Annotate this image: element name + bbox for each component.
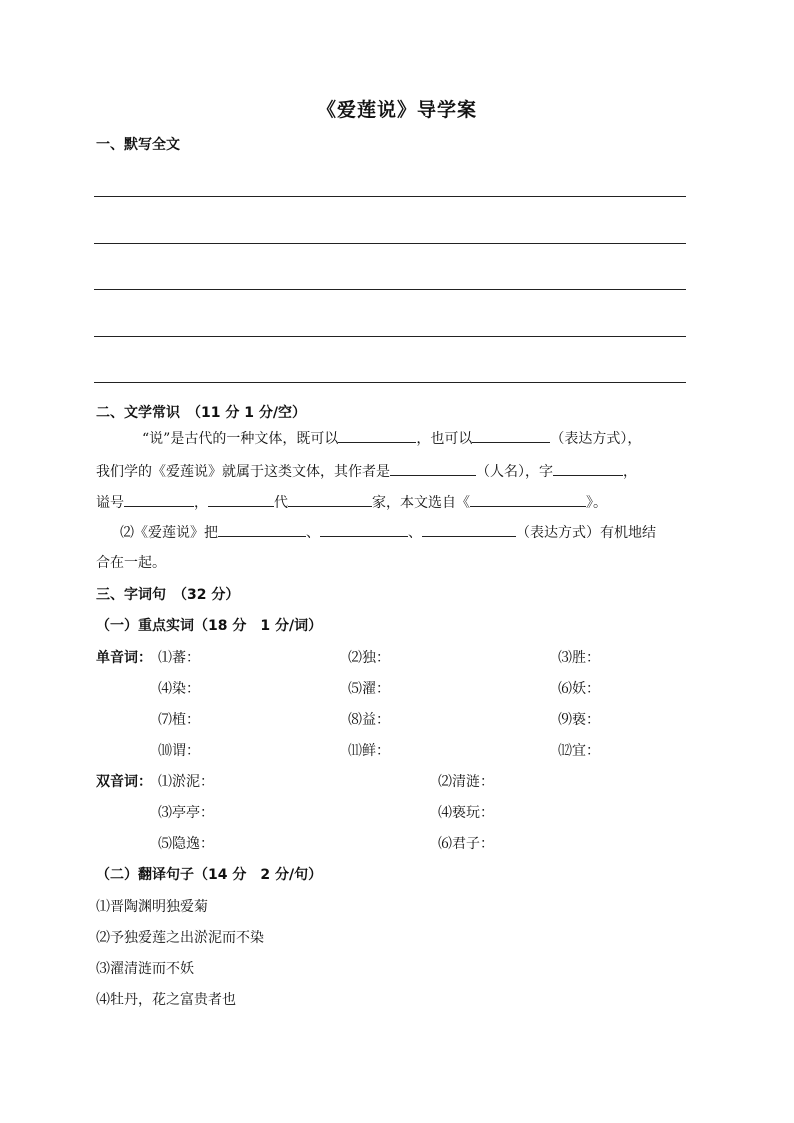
profession-blank[interactable] [288,492,372,507]
word-item: ⑹君子： [438,836,494,852]
page-title: 《爱莲说》导学案 [316,99,477,121]
writing-line[interactable] [94,196,686,197]
posthumous-name-blank[interactable] [124,492,194,507]
writing-line[interactable] [94,382,686,383]
literature-line-5: 合在一起。 [96,555,166,571]
section-heading-literature: 二、文学常识 （11 分 1 分/空） [96,405,306,421]
section-heading-recite: 一、默写全文 [96,137,180,153]
word-item: ⑽谓： [158,743,200,759]
courtesy-name-blank[interactable] [553,461,623,476]
word-item: ⑷染： [158,681,200,697]
literature-line-1: “说”是古代的一种文体，既可以 ，也可以 （表达方式）， [142,428,641,448]
word-item: ⑶胜： [558,650,600,666]
word-item: ⑿宜： [558,743,600,759]
word-item: ⑸濯： [348,681,390,697]
expression-blank[interactable] [320,522,408,537]
single-word-label: 单音词： [96,650,152,666]
subheading-translation: （二）翻译句子（14 分 2 分/句） [96,867,323,883]
subheading-key-words: （一）重点实词（18 分 1 分/词） [96,618,323,634]
answer-blank[interactable] [338,428,416,443]
word-item: ⑹妖： [558,681,600,697]
double-word-label: 双音词： [96,774,152,790]
word-item: ⑾鲜： [348,743,390,759]
word-item: ⑵独： [348,650,390,666]
word-item: ⑺植： [158,712,200,728]
writing-line[interactable] [94,289,686,290]
sentence-item: ⑷牡丹，花之富贵者也 [96,992,236,1008]
answer-blank[interactable] [472,428,550,443]
word-item: ⑸隐逸： [158,836,214,852]
expression-blank[interactable] [422,522,516,537]
word-item: ⑵清涟： [438,774,494,790]
word-item: ⑶亭亭： [158,805,214,821]
sentence-item: ⑶濯清涟而不妖 [96,961,194,977]
literature-line-4: ⑵《爱莲说》把 、 、 （表达方式）有机地结 [120,522,656,542]
author-blank[interactable] [390,461,476,476]
dynasty-blank[interactable] [208,492,274,507]
word-item: ⑻益： [348,712,390,728]
word-item: ⑷亵玩： [438,805,494,821]
literature-line-3: 谥号 ， 代 家，本文选自《 》。 [96,492,607,512]
word-item: ⑼亵： [558,712,600,728]
sentence-item: ⑴晋陶渊明独爱菊 [96,899,208,915]
word-item: ⑴淤泥： [158,774,214,790]
writing-line[interactable] [94,336,686,337]
writing-line[interactable] [94,243,686,244]
literature-line-2: 我们学的《爱莲说》就属于这类文体，其作者是 （人名），字 ， [96,461,637,481]
section-heading-words: 三、字词句 （32 分） [96,587,240,603]
word-item: ⑴蕃： [158,650,200,666]
expression-blank[interactable] [218,522,306,537]
source-book-blank[interactable] [470,492,586,507]
sentence-item: ⑵予独爱莲之出淤泥而不染 [96,930,264,946]
